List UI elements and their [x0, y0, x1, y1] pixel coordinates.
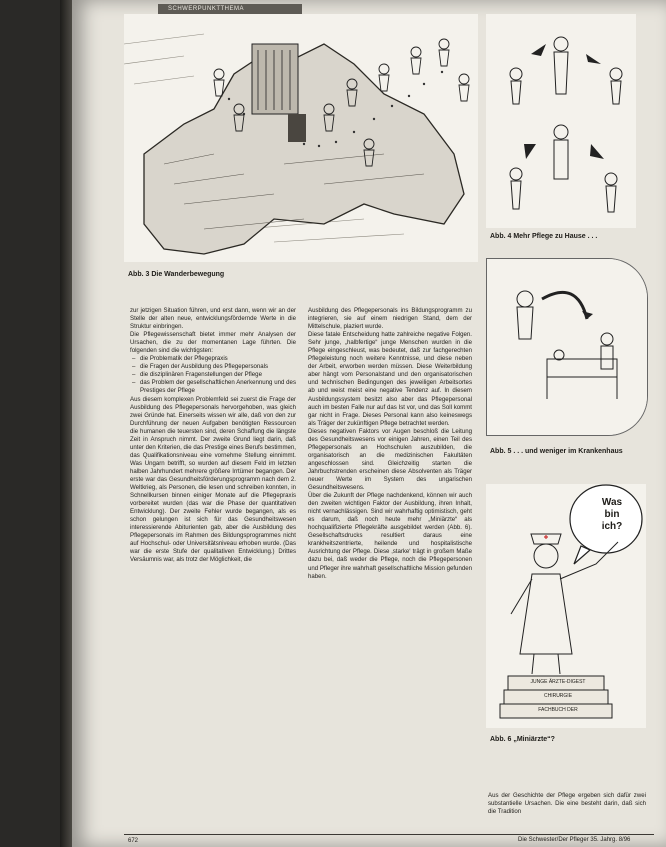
col1-paragraph-2: Die Pflegewissenschaft bietet immer mehr Analysen der Ursachen, die zu der momentanen Lage führten. Die folgenden sind die wichtigsten: [130, 331, 296, 355]
text-column-1 [130, 307, 296, 565]
journal-footer: Die Schwester/Der Pfleger 35. Jahrg. 8/96 [518, 837, 631, 843]
map-illustration [124, 14, 478, 262]
figure-migration-map [124, 14, 478, 262]
col1-paragraph-1: zur jetzigen Situation führen, und erst dann, wenn wir an der Stelle der alten neue, entwicklungsfördernde Werte in die Struktur einbringen. [130, 307, 296, 331]
list-item: – das Problem der gesellschaftlichen Anerkennung und des Prestiges der Pflege [140, 379, 296, 395]
col2-paragraph-1: Ausbildung des Pflegepersonals ins Bildungsprogramm zu integrieren, sie auf einem niedrigen Stand, dem der Mittelschule, plaziert wurde. [308, 307, 472, 331]
figure-6-caption: Abb. 6 „Miniärzte“? [490, 736, 555, 743]
col2-paragraph-3: Dieses negativen Faktors vor Augen beschloß die Leitung des Gesundheitswesens vor einigen Jahren, einen Teil des Pflegepersonals an Hochschulen auszubilden, die organisatorisch an die medizinischen Fakultäten angeschlossen sind. Gleichzeitig starten die Jahrbuchstrenden erscheinen diese Absolventen als Träger neuer Werte im System des ungarischen Gesundheitswesens. [308, 427, 472, 492]
hospital-illustration [487, 259, 647, 435]
list-item: – die Problematik der Pflegepraxis [140, 355, 296, 363]
list-item: – die Fragen der Ausbildung des Pflegepersonals [140, 363, 296, 371]
col1-list [130, 355, 296, 395]
figure-hospital [486, 258, 648, 436]
speech-bubble-text [592, 497, 632, 533]
speech-line-3: ich? [601, 521, 623, 532]
footer-rule [124, 834, 654, 835]
col1-paragraph-3: Aus diesem komplexen Problemfeld sei zuerst die Frage der Ausbildung des Pflegepersonals hervorgehoben, was gleich zwei Gründe hat. Einerseits wissen wir alle, daß von den zur Durchführung der neuen Aufgaben benötigten Ressourcen die humanen die teuersten sind, deren Schaffung die längste Zeit in Anspruch nimmt. Der zweite Grund liegt darin, daß unter den Kriterien, die das Prestige eines Berufs bestimmen, das Qualifikationsniveau eine vornehme Stellung einnimmt. Was Ungarn betrifft, so wurden auf diesem Feld im letzten halben Jahrhundert mehrere größere Irrtümer begangen. Der erste war das Gesundheitsförderungsprogramm nach dem 2. Weltkrieg, als Personen, die lesen und schreiben konnten, in Schnellkursen binnen einiger Monate auf die Pflegepraxis vorbereitet wurden (das war die Phase der quantitativen Entwicklung). Der zweite Fehler wurde begangen, als es schon gelungen ist sich für das Gesundheitswesen interessierende Abiturienten gab, aber die Ausbildung des Pflegepersonals im Rahmen des Bildungsprogrammes nicht auf Hochschul- oder Universitätsniveau erhoben wurde. (Das war die erste Stufe der qualitativen Entwicklung.) Drittes Versäumnis war, als trotz der Möglichkeit, die [130, 395, 296, 564]
list-item: – die disziplinären Fragenstellungen der Pflege [140, 371, 296, 379]
figure-3-caption: Abb. 3 Die Wanderbewegung [128, 271, 225, 278]
text-column-2 [308, 307, 472, 581]
figure-5-caption: Abb. 5 . . . und weniger im Krankenhaus [490, 448, 623, 455]
speech-line-1: Was [601, 497, 623, 508]
col3-paragraph-1: Aus der Geschichte der Pflege ergeben sich dafür zwei substantielle Ursachen. Die eine besteht darin, daß sich die Tradition [488, 792, 646, 816]
figure-4-caption: Abb. 4 Mehr Pflege zu Hause . . . [490, 233, 598, 240]
home-care-illustration [486, 14, 636, 228]
col2-paragraph-2: Diese fatale Entscheidung hatte zahlreiche negative Folgen. Sehr junge, „halbfertige“ junge Menschen wurden in die Pflege eingeschleust, was bedeutet, daß zur fachgerechten Pflegeleistung noch weitere Kenntnisse, und diese neben der Arbeit, erworben werden müssen. Diese Weiterbildung aber hängt vom Personalstand und den organisatorischen und technischen Bedingungen des jeweiligen Arbeitsortes ab und weist meist eine negative Tendenz auf. In diesem Ausbildungssystem besitzt also aber das Pflegepersonal auch im besten Falle nur auf das Ist vor, und das Soll kommt gar nicht in Frage. Dieses Personal kann also keineswegs als Träger der zukünftigen Pflege betrachtet werden. [308, 331, 472, 427]
figure-home-care [486, 14, 636, 228]
text-column-3 [488, 792, 646, 816]
section-header: SCHWERPUNKTTHEMA [158, 4, 302, 14]
book-spine-1: JUNGE ÄRZTE-DIGEST [530, 679, 586, 685]
col2-paragraph-4: Über die Zukunft der Pflege nachdenkend, können wir auch den zweiten wichtigen Faktor der Ausbildung, ihren Inhalt, nicht vernachlässigen. Sind wir wahrhaftig optimistisch, geht es darum, daß noch heute mehr „Miniärzte“ als hochqualifizierte Pflegekräfte ausgebildet werden (Abb. 6). Gesellschaftsdrucks resultiert daraus eine krankheitszentrierte, heilende und hospitalistische Ausrichtung der Pflege. Diese ‚starke‘ trägt in großem Maße dazu bei, daß weder die Pflege, noch die Pflegepersonen und Pfleger ihre wahrhaft gesellschaftliche Mission gefunden haben. [308, 492, 472, 580]
book-spine-3: FACHBUCH DER [538, 707, 578, 713]
page-number: 672 [128, 838, 139, 844]
speech-line-2: bin [604, 509, 620, 520]
book-spine-2: CHIRURGIE [543, 693, 573, 699]
